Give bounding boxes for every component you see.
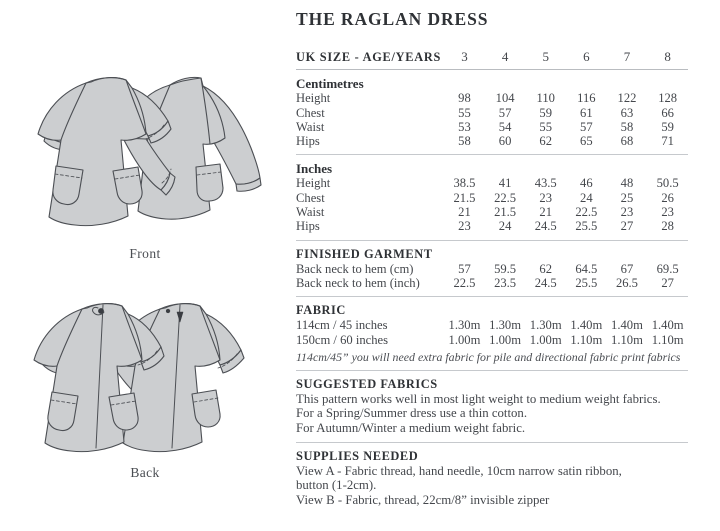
figure-back [0,278,290,481]
raglan-dress-back-line-drawing [20,278,270,463]
cell-fabric-114-7: 1.40m [611,318,643,333]
size-column-8: 8 [664,49,671,64]
cell-height-in-5: 43.5 [534,176,557,191]
finished-garment-table [296,262,688,291]
cell-back-neck-inch-7: 26.5 [615,275,638,290]
cell-waist-cm-4: 54 [498,119,512,134]
cell-height-in-8: 50.5 [656,176,679,191]
cell-back-neck-cm-8: 69.5 [656,261,679,276]
figure-front [0,44,290,262]
cell-waist-in-5: 21 [539,205,553,220]
cell-height-cm-7: 122 [617,91,637,106]
illustration-panel [0,0,290,531]
row-label-chest-cm: Chest [296,105,325,120]
cell-chest-in-6: 24 [580,190,593,205]
centimetres-table [296,91,688,148]
group-heading-centimetres: Centimetres [296,76,364,92]
raglan-dress-front-line-drawing [20,44,270,244]
row-label-fabric-114cm: 114cm / 45 inches [296,318,388,333]
cell-chest-cm-4: 57 [498,105,512,120]
cell-chest-in-7: 25 [620,190,634,205]
cell-fabric-150-6: 1.10m [570,332,603,347]
section-heading-finished-garment: FINISHED GARMENT [296,246,433,261]
cell-height-in-6: 46 [580,176,593,191]
cell-back-neck-cm-3: 57 [458,261,471,276]
fabric-table [296,318,688,347]
cell-back-neck-inch-4: 23.5 [494,275,517,290]
row-label-back-neck-inch: Back neck to hem (inch) [296,275,420,290]
cell-height-cm-5: 110 [536,91,555,106]
size-column-7: 7 [623,49,631,64]
table-row [296,318,688,332]
cell-waist-in-7: 23 [620,205,634,220]
cell-back-neck-cm-5: 62 [539,261,553,276]
size-header-label: UK SIZE - AGE/YEARS [296,50,442,64]
row-label-waist-cm: Waist [296,119,325,134]
cell-height-cm-8: 128 [658,91,678,106]
cell-back-neck-cm-4: 59.5 [494,261,517,276]
cell-back-neck-inch-8: 27 [661,275,674,290]
cell-hips-cm-3: 58 [458,134,471,149]
table-row [296,219,688,233]
specification-sheet [296,0,696,531]
cell-fabric-150-4: 1.00m [489,332,522,347]
cell-waist-cm-6: 57 [580,119,593,134]
cell-waist-in-8: 23 [661,205,674,220]
cell-waist-cm-7: 58 [620,119,634,134]
cell-hips-in-8: 28 [661,219,674,234]
cell-chest-in-8: 26 [661,190,674,205]
cell-chest-cm-8: 66 [661,105,674,120]
table-row [296,191,688,205]
cell-hips-cm-4: 60 [498,134,512,149]
cell-hips-in-6: 25.5 [575,219,598,234]
cell-back-neck-cm-6: 64.5 [575,261,598,276]
row-label-hips-in: Hips [296,219,320,234]
cell-waist-in-6: 22.5 [575,205,598,220]
cell-fabric-114-3: 1.30m [448,318,481,333]
cell-chest-in-3: 21.5 [453,190,476,205]
table-row [296,134,688,148]
cell-fabric-114-4: 1.30m [489,318,522,333]
cell-fabric-114-6: 1.40m [570,318,603,333]
cell-chest-in-5: 23 [539,190,553,205]
row-label-hips-cm: Hips [296,134,320,149]
row-label-height-in: Height [296,176,331,191]
table-row [296,176,688,190]
cell-hips-cm-7: 68 [620,134,634,149]
section-heading-supplies-needed: SUPPLIES NEEDED [296,448,419,463]
cell-chest-cm-5: 59 [539,105,553,120]
figure-front-caption: Front [129,246,161,261]
cell-waist-in-3: 21 [458,205,471,220]
size-column-6: 6 [583,49,590,64]
cell-chest-cm-7: 63 [620,105,634,120]
cell-waist-cm-8: 59 [661,119,674,134]
row-label-fabric-150cm: 150cm / 60 inches [296,332,388,347]
cell-fabric-114-8: 1.40m [651,318,684,333]
cell-hips-in-5: 24.5 [534,219,557,234]
cell-back-neck-inch-6: 25.5 [575,275,598,290]
table-row [296,91,688,105]
cell-height-cm-6: 116 [577,91,596,106]
supplies-needed-line-3: View B - Fabric, thread, 22cm/8” invisible zipper [296,492,550,507]
cell-hips-cm-5: 62 [539,134,553,149]
section-heading-suggested-fabrics: SUGGESTED FABRICS [296,376,438,391]
cell-hips-in-4: 24 [498,219,512,234]
cell-waist-cm-5: 55 [539,119,553,134]
cell-back-neck-cm-7: 67 [620,261,634,276]
page-title: THE RAGLAN DRESS [296,9,489,29]
size-column-3: 3 [461,49,468,64]
suggested-fabrics-line-3: For Autumn/Winter a medium weight fabric. [296,421,526,436]
size-column-4: 4 [501,49,509,64]
cell-fabric-114-5: 1.30m [529,318,562,333]
table-row [296,106,688,120]
cell-fabric-150-5: 1.00m [529,332,562,347]
cell-waist-cm-3: 53 [458,119,471,134]
suggested-fabrics-line-1: This pattern works well in most light weight to medium weight fabrics. [296,391,661,406]
cell-back-neck-inch-3: 22.5 [453,275,476,290]
cell-hips-in-7: 27 [620,219,634,234]
group-heading-inches: Inches [296,161,333,177]
cell-chest-in-4: 22.5 [494,190,517,205]
size-column-5: 5 [542,49,549,64]
cell-height-cm-3: 98 [458,91,471,106]
cell-height-in-4: 41 [498,176,512,191]
cell-waist-in-4: 21.5 [494,205,517,220]
cell-hips-cm-6: 65 [580,134,593,149]
size-header-table [296,50,688,69]
cell-height-in-3: 38.5 [453,176,476,191]
cell-back-neck-inch-5: 24.5 [534,275,557,290]
cell-chest-cm-3: 55 [458,105,471,120]
row-label-back-neck-cm: Back neck to hem (cm) [296,261,414,276]
cell-hips-in-3: 23 [458,219,471,234]
cell-fabric-150-8: 1.10m [651,332,684,347]
row-label-chest-in: Chest [296,190,325,205]
cell-chest-cm-6: 61 [580,105,593,120]
figure-back-caption: Back [130,465,160,480]
section-heading-fabric: FABRIC [296,303,346,318]
row-label-height-cm: Height [296,91,331,106]
supplies-needed-line-2: button (1-2cm). [296,478,377,493]
cell-hips-cm-8: 71 [661,134,674,149]
cell-height-in-7: 48 [620,176,634,191]
table-row [296,205,688,219]
cell-fabric-150-3: 1.00m [448,332,481,347]
supplies-needed-line-1: View A - Fabric thread, hand needle, 10cm narrow satin ribbon, [296,463,622,478]
table-row [296,262,688,276]
size-header-row [296,50,688,69]
table-row [296,333,688,347]
table-row [296,276,688,290]
inches-table [296,176,688,233]
fabric-note: 114cm/45” you will need extra fabric for pile and directional fabric print fabrics [296,349,681,364]
row-label-waist-in: Waist [296,205,325,220]
cell-height-cm-4: 104 [495,91,515,106]
suggested-fabrics-line-2: For a Spring/Summer dress use a thin cotton. [296,406,528,421]
table-row [296,120,688,134]
cell-fabric-150-7: 1.10m [611,332,643,347]
